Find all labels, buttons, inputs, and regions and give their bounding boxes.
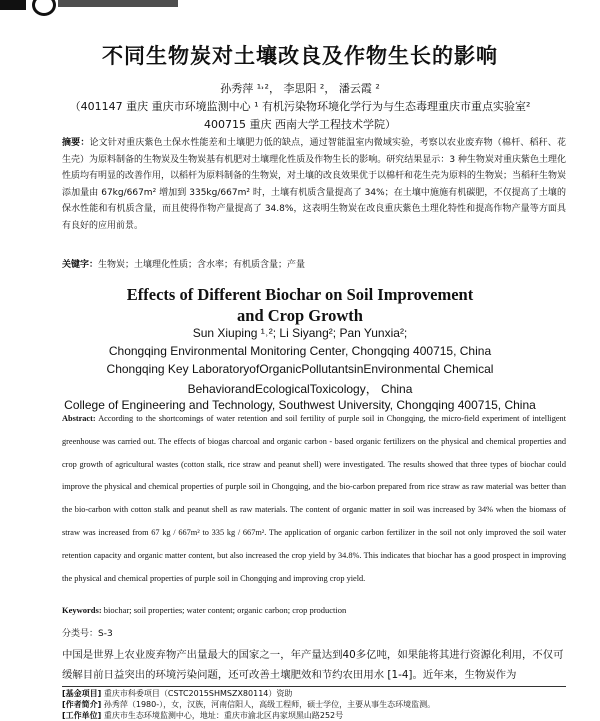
english-title [0,284,600,326]
english-abstract-text: According to the shortcomings of water retention and soil fertility of purple soil in Chongqing, the micro-field experiment of intelligent greenhouse was carried out. The effects of biogas charcoal and organic carbon - based organic fertilizers on the physical and chemical properties and crop growth of agricultural wastes (cotton stalk, rice straw and peanut shell) were investigated. The results showed that three types of biochar could improve the physical and chemical properties of purple soil in Chongqing, and the bio-carbon prepared from rice straw as raw material was better than the bio-carbon with cotton stalk and peanut shell as raw materials. The content of organic matter in soil was increased by 34% when the biomass of straw was increased from 67 kg / 667m² to 335 kg / 667m². The application of organic carbon fertilizer in the soil not only improved the soil water retention capacity and organic matter content, but also increased the crop yield by 34.8%. This indicates that biochar has a good prospect in improving the physical and chemical properties of purple soil in Chongqing and improving crop yield. [62,414,566,583]
chinese-authors: 孙秀萍 ¹˒²， 李思阳 ²， 潘云霞 ² [220,82,380,95]
english-title-line-1: Effects of Different Biochar on Soil Improvement [126,285,474,304]
logo-block [0,0,26,10]
english-affiliation-4: College of Engineering and Technology, Southwest University, Chongqing 400715, China [64,398,536,412]
footnote-author-label: [作者简介] [62,700,102,709]
journal-name-banner [58,0,178,7]
chinese-abstract-label: 摘要： [62,138,90,148]
footnote-unit-text: 重庆市生态环境监测中心，地址：重庆市渝北区冉家坝黑山路252号 [103,711,344,720]
journal-header [0,0,600,14]
english-authors: Sun Xiuping ¹˒²; Li Siyang²; Pan Yunxia²; [192,326,408,340]
english-keywords [62,605,566,615]
footnote-unit-label: [工作单位] [62,711,102,720]
chinese-abstract [62,135,566,235]
english-affiliation-3: BehaviorandEcologicalToxicology， China [187,382,413,396]
chinese-abstract-text: 论文针对重庆紫色土保水性能差和土壤肥力低的缺点，通过智能温室内微域实验，考察以农业废弃物（棉杆、稻秆、花生壳）为原料制备的生物炭及生物炭基有机肥对土壤理化性质及作物生长的影响。研究结果显示：3 种生物炭对重庆紫色土理化性质均有明显的改善作用，以稻杆为原料制备的生物炭，对土壤的改良效果优于以棉杆和花生壳为原料的生物炭；当稻秆生物炭添加量由 67kg/667m² 增加到 335kg/667m² 时，土壤有机质含量提高了 34%；在土壤中施施有机碳肥，不仅提高了土壤的保水性能和有机质含量，而且使得作物产量提高了 34.8%，这表明生物炭在改良重庆紫色土理化特性和提高作物产量等方面具有良好的应用前景。 [62,138,567,231]
english-title-line-2: and Crop Growth [237,306,363,325]
english-affiliation-2: Chongqing Key LaboratoryofOrganicPollutantsinEnvironmental Chemical [106,362,494,376]
footnote-author-text: 孙秀萍（1980-），女，汉族，河南信阳人，高级工程师，硕士学位，主要从事生态环境监测。 [103,700,436,709]
journal-logo-icon [32,0,56,16]
chinese-affiliation-1: （401147 重庆 重庆市环境监测中心 ¹ 有机污染物环境化学行为与生态毒理重庆市重点实验室² [69,100,531,113]
english-affiliation-1: Chongqing Environmental Monitoring Center, Chongqing 400715, China [108,344,492,358]
chinese-keywords-text: 生物炭；土壤理化性质；含水率；有机质含量；产量 [98,260,306,270]
chinese-keywords-label: 关键字： [62,260,99,270]
body-paragraph: 中国是世界上农业废弃物产出量最大的国家之一，年产量达到40多亿吨，如果能将其进行资源化利用，不仅可缓解目前日益突出的环境污染问题，还可改善土壤肥效和节约农田用水 [1-4]。近年来，生物炭作为 [62,649,564,681]
footnote-fund-text: 重庆市科委项目（CSTC2015SHMSZX80114）资助 [103,689,293,698]
chinese-title: 不同生物炭对土壤改良及作物生长的影响 [102,44,498,68]
english-keywords-text: biochar; soil properties; water content; organic carbon; crop production [103,605,347,615]
chinese-keywords [62,257,566,270]
footnote-divider [62,686,566,687]
english-keywords-label: Keywords: [62,605,102,615]
footnote-author [62,699,566,710]
english-abstract [62,408,566,590]
english-abstract-label: Abstract: [62,414,96,423]
classification-number: 分类号：S-3 [62,629,113,639]
chinese-affiliation-2: 400715 重庆 西南大学工程技术学院） [204,118,396,131]
footnote-unit [62,710,566,721]
footnote-fund-label: [基金项目] [62,689,102,698]
footnote-fund [62,688,566,699]
